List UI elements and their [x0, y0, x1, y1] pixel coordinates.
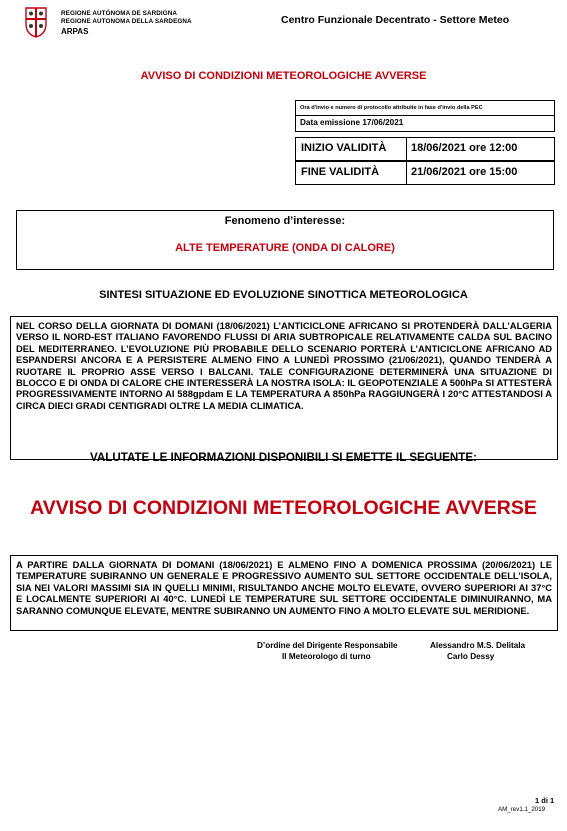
document-title: AVVISO DI CONDIZIONI METEOROLOGICHE AVVERSE	[140, 70, 427, 82]
validity-end-value: 21/06/2021 ore 15:00	[411, 166, 518, 178]
signature-role-director: D’ordine del Dirigente Responsabile	[257, 641, 398, 650]
validity-end-label: FINE VALIDITÀ	[301, 166, 380, 178]
validity-row-divider	[296, 160, 554, 162]
region-name-italian: REGIONE AUTONOMA DELLA SARDEGNA	[61, 18, 192, 25]
department-name: Centro Funzionale Decentrato - Settore Meteo	[281, 14, 510, 26]
evaluation-statement: VALUTATE LE INFORMAZIONI DISPONIBILI SI EMETTE IL SEGUENTE:	[90, 451, 477, 464]
synopsis-title: SINTESI SITUAZIONE ED EVOLUZIONE SINOTTICA METEOROLOGICA	[99, 289, 468, 301]
agency-name: ARPAS	[61, 27, 89, 36]
protocol-box	[295, 100, 555, 132]
signature-name-director: Alessandro M.S. Delitala	[430, 641, 526, 650]
phenomenon-value: ALTE TEMPERATURE (ONDA DI CALORE)	[175, 242, 395, 254]
emission-date: Data emissione 17/06/2021	[300, 118, 404, 127]
region-coat-of-arms-logo	[24, 6, 48, 38]
phenomenon-box	[16, 210, 554, 270]
validity-table	[295, 137, 555, 185]
validity-start-value: 18/06/2021 ore 12:00	[411, 142, 518, 154]
region-name-sardinian: REGIONE AUTÒNOMA DE SARDIGNA	[61, 10, 178, 17]
validity-start-label: INIZIO VALIDITÀ	[301, 142, 387, 154]
phenomenon-heading: Fenomeno d’interesse:	[224, 215, 346, 227]
signature-role-meteorologist: Il Meteorologo di turno	[282, 652, 371, 661]
warning-text-box: A PARTIRE DALLA GIORNATA DI DOMANI (18/06/2021) E ALMENO FINO A DOMENICA PROSSIMA (20/06/2021) LE TEMPERATURE SUBIRANNO UN GENERALE E PROGRESSIVO AUMENTO SUL SETTORE OCCIDENTALE DELL’ISOLA, SIA NEI VALORI MASSIMI SIA IN QUELLI MINIMI, RISULTANDO ANCHE MOLTO ELEVATE, OVVERO SUPERIORI AI 37°C E LOCALMENTE SUPERIORI AI 40°C. LUNEDÌ LE TEMPERATURE SUL SETTORE OCCIDENTALE DIMINUIRANNO, MA SARANNO COMUNQUE ELEVATE, MENTRE SUBIRANNO UN AUMENTO FINO A MOLTO ELEVATE SUL MERIDIONE.	[10, 555, 558, 631]
synopsis-text-box: NEL CORSO DELLA GIORNATA DI DOMANI (18/06/2021) L’ANTICICLONE AFRICANO SI PROTENDERÀ DALL’ALGERIA VERSO IL NORD-EST ITALIANO FAVORENDO FLUSSI DI ARIA SUBTROPICALE RELATIVAMENTE CALDA SUL BACINO DEL MEDITERRANEO. L’EVOLUZIONE PIÙ PROBABILE DELLO SCENARIO PORTERÀ L’ANTICICLONE AFRICANO AD ESPANDERSI ANCORA E A PERSISTERE ALMENO FINO A LUNEDÌ PROSSIMO (21/06/2021), QUANDO TENDERÀ A RUOTARE IL PROPRIO ASSE VERSO I BALCANI. TALE CONFIGURAZIONE DETERMINERÀ UNA SITUAZIONE DI BLOCCO E DI ONDA DI CALORE CHE INTERESSERÀ LA NOSTRA ISOLA: IL GEOPOTENZIALE A 500hPa SI ATTESTERÀ PROGRESSIVAMENTE INTORNO AI 588gpdam E LA TEMPERATURA A 850hPa RAGGIUNGERÀ I 20°C ATTESTANDOSI A CIRCA DIECI GRADI CENTIGRADI OLTRE LA MEDIA CLIMATICA.	[10, 316, 558, 460]
protocol-note: Ora d'invio e numero di protocollo attribuite in fase d'invio della PEC	[300, 105, 483, 111]
warning-title: AVVISO DI CONDIZIONI METEOROLOGICHE AVVERSE	[30, 497, 537, 519]
signature-name-meteorologist: Carlo Dessy	[447, 652, 495, 661]
protocol-divider	[296, 115, 554, 116]
page-number: 1 di 1	[535, 796, 555, 805]
revision-code: AM_rev1.1_2019	[498, 806, 546, 813]
